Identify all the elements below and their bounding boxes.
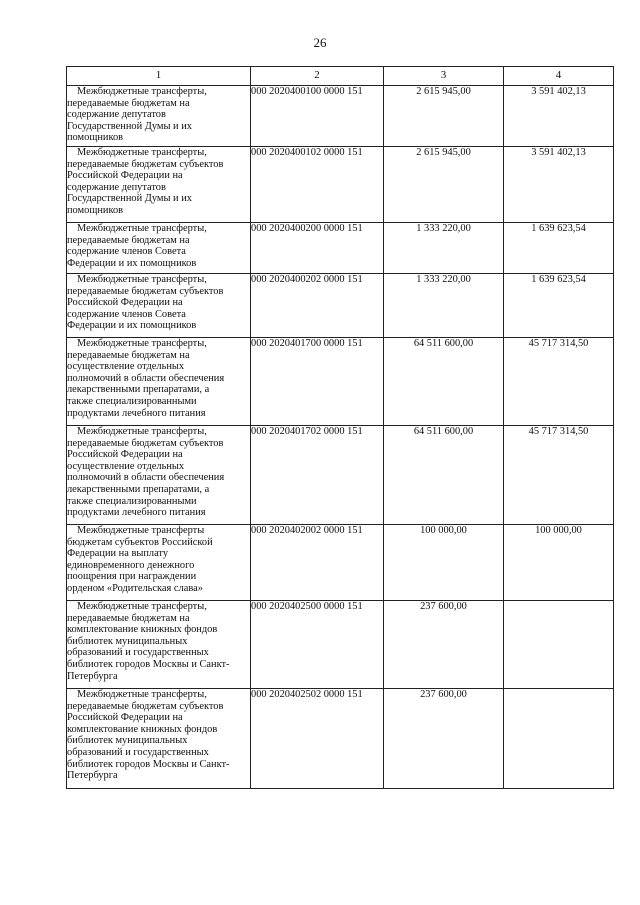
row-name: Межбюджетные трансферты, передаваемые бюджетам субъектов Российской Федерации на комплектование книжных фондов библиотек муниципальных образований и государственных библиотек городов Москвы и Санкт- Петербурга [67,689,251,789]
row-amount-1: 1 333 220,00 [384,223,504,274]
row-code: 000 2020401700 0000 151 [251,338,384,426]
header-row [67,67,614,86]
row-amount-1: 100 000,00 [384,525,504,601]
row-amount-1: 2 615 945,00 [384,147,504,223]
budget-table [66,66,614,789]
row-amount-2: 1 639 623,54 [504,274,614,338]
table-row [67,426,614,525]
row-name: Межбюджетные трансферты, передаваемые бюджетам субъектов Российской Федерации на содержание членов Совета Федерации и их помощников [67,274,251,338]
row-amount-1: 237 600,00 [384,689,504,789]
row-code: 000 2020402002 0000 151 [251,525,384,601]
row-code: 000 2020400200 0000 151 [251,223,384,274]
row-amount-1: 64 511 600,00 [384,426,504,525]
row-amount-2: 45 717 314,50 [504,338,614,426]
table-row [67,338,614,426]
row-code: 000 2020400102 0000 151 [251,147,384,223]
header-col-1: 1 [67,67,251,86]
row-amount-1: 64 511 600,00 [384,338,504,426]
row-code: 000 2020400202 0000 151 [251,274,384,338]
header-col-4: 4 [504,67,614,86]
table-row [67,274,614,338]
row-name: Межбюджетные трансферты, передаваемые бюджетам на комплектование книжных фондов библиотек муниципальных образований и государственных библиотек городов Москвы и Санкт- Петербурга [67,601,251,689]
row-code: 000 2020401702 0000 151 [251,426,384,525]
header-col-3: 3 [384,67,504,86]
table-row [67,147,614,223]
header-col-2: 2 [251,67,384,86]
row-code: 000 2020402502 0000 151 [251,689,384,789]
row-code: 000 2020402500 0000 151 [251,601,384,689]
table-row [67,86,614,147]
table-row [67,601,614,689]
table-row [67,223,614,274]
row-name: Межбюджетные трансферты, передаваемые бюджетам субъектов Российской Федерации на осуществление отдельных полномочий в области обеспечения лекарственными препаратами, а также специализированными продуктами лечебного питания [67,426,251,525]
table-row [67,689,614,789]
row-name: Межбюджетные трансферты бюджетам субъектов Российской Федерации на выплату единовременного денежного поощрения при награждении орденом «Родительская слава» [67,525,251,601]
row-amount-1: 1 333 220,00 [384,274,504,338]
row-name: Межбюджетные трансферты, передаваемые бюджетам субъектов Российской Федерации на содержание депутатов Государственной Думы и их помощников [67,147,251,223]
row-amount-2 [504,601,614,689]
row-amount-2: 3 591 402,13 [504,86,614,147]
row-amount-2: 100 000,00 [504,525,614,601]
row-code: 000 2020400100 0000 151 [251,86,384,147]
row-amount-2: 45 717 314,50 [504,426,614,525]
table-row [67,525,614,601]
page-number: 26 [313,35,327,50]
row-amount-1: 2 615 945,00 [384,86,504,147]
row-amount-2: 1 639 623,54 [504,223,614,274]
row-name: Межбюджетные трансферты, передаваемые бюджетам на содержание депутатов Государственной Думы и их помощников [67,86,251,147]
row-amount-2: 3 591 402,13 [504,147,614,223]
row-amount-1: 237 600,00 [384,601,504,689]
row-name: Межбюджетные трансферты, передаваемые бюджетам на осуществление отдельных полномочий в области обеспечения лекарственными препаратами, а также специализированными продуктами лечебного питания [67,338,251,426]
row-name: Межбюджетные трансферты, передаваемые бюджетам на содержание членов Совета Федерации и их помощников [67,223,251,274]
row-amount-2 [504,689,614,789]
